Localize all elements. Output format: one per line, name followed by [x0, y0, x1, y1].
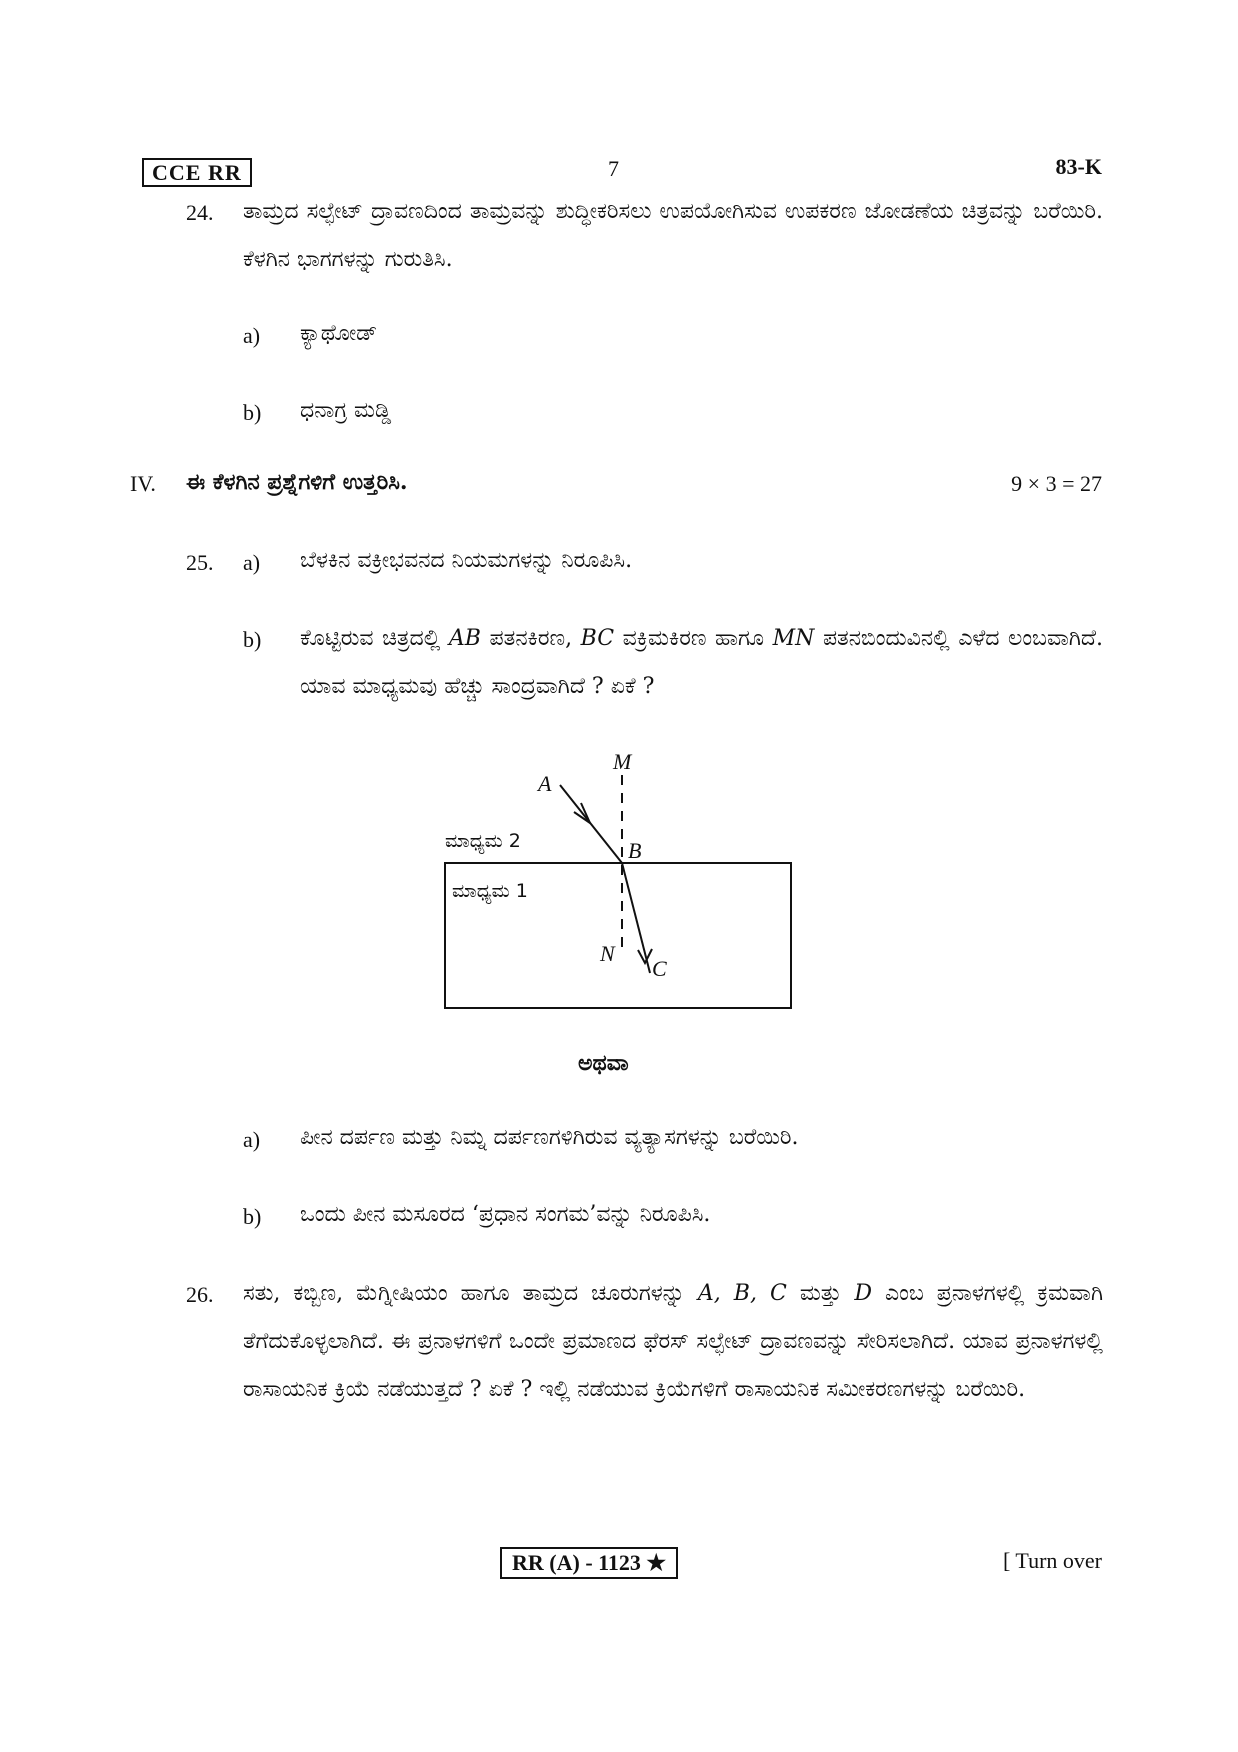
q26-text: ಸತು, ಕಬ್ಬಿಣ, ಮೆಗ್ನೀಷಿಯಂ ಹಾಗೂ ತಾಮ್ರದ ಚೂರುಗಳನ್ನು A, B, C ಮತ್ತು D ಎಂಬ ಪ್ರನಾಳಗಳಲ್ಲಿ ಕ್ರಮವಾಗಿ ತೆಗೆದುಕೊಳ್ಳಲಾಗಿದೆ. ಈ ಪ್ರನಾಳಗಳಿಗೆ ಒಂದೇ ಪ್ರಮಾಣದ ಫೆರಸ್ ಸಲ್ಫೇಟ್ ದ್ರಾವಣವನ್ನು ಸೇರಿಸಲಾಗಿದೆ. ಯಾವ ಪ್ರನಾಳಗಳಲ್ಲಿ ರಾಸಾಯನಿಕ ಕ್ರಿಯೆ ನಡೆಯುತ್ತದೆ ? ಏಕೆ ? ಇಲ್ಲಿ ನಡೆಯುವ ಕ್ರಿಯೆಗಳಿಗೆ ರಾಸಾಯನಿಕ ಸಮೀಕರಣಗಳನ್ನು ಬರೆಯಿರಿ. [243, 1281, 1103, 1402]
label-b: B [628, 838, 642, 863]
q24-b-label: b) [243, 400, 262, 425]
q25-alt-b-label: b) [243, 1204, 262, 1229]
label-n: N [600, 941, 615, 966]
or-separator: ಅಥವಾ [578, 1050, 629, 1076]
q25-a-label: a) [243, 550, 261, 575]
footer-code-box: RR (A) - 1123 ★ [500, 1547, 678, 1579]
label-m: M [613, 749, 632, 774]
refracted-ray-bc [622, 863, 650, 973]
section-roman: IV. [130, 471, 156, 496]
q26-number: 26. [186, 1282, 214, 1307]
section-marks: 9 × 3 = 27 [1011, 471, 1102, 496]
q24-number: 24. [186, 200, 214, 225]
label-medium1: ಮಾಧ್ಯಮ 1 [452, 880, 528, 902]
section-title: ಈ ಕೆಳಗಿನ ಪ್ರಶ್ನೆಗಳಿಗೆ ಉತ್ತರಿಸಿ. [186, 469, 408, 495]
q25-alt-b-text: ಒಂದು ಪೀನ ಮಸೂರದ ‘ಪ್ರಧಾನ ಸಂಗಮ’ವನ್ನು ನಿರೂಪಿಸಿ. [300, 1202, 711, 1227]
q25-number: 25. [186, 550, 214, 575]
q25-b-label: b) [243, 627, 262, 652]
label-c: C [652, 956, 667, 981]
q25-a-text: ಬೆಳಕಿನ ವಕ್ರೀಭವನದ ನಿಯಮಗಳನ್ನು ನಿರೂಪಿಸಿ. [300, 548, 633, 573]
label-a: A [538, 771, 552, 796]
q24-a-text: ಕ್ಯಾಥೋಡ್ [300, 321, 378, 346]
paper-code: 83-K [1055, 154, 1102, 179]
q24-text: ತಾಮ್ರದ ಸಲ್ಫೇಟ್ ದ್ರಾವಣದಿಂದ ತಾಮ್ರವನ್ನು ಶುದ್ಧೀಕರಿಸಲು ಉಪಯೋಗಿಸುವ ಉಪಕರಣ ಜೋಡಣೆಯ ಚಿತ್ರವನ್ನು ಬರೆಯಿರಿ. ಕೆಳಗಿನ ಭಾಗಗಳನ್ನು ಗುರುತಿಸಿ. [243, 199, 1103, 272]
label-medium2: ಮಾಧ್ಯಮ 2 [445, 830, 521, 852]
q25-alt-a-label: a) [243, 1127, 261, 1152]
turn-over-note: [ Turn over [1002, 1548, 1102, 1573]
page-number: 7 [608, 156, 619, 181]
header-code-box: CCE RR [142, 158, 252, 187]
q25-alt-a-text: ಪೀನ ದರ್ಪಣ ಮತ್ತು ನಿಮ್ನ ದರ್ಪಣಗಳಿಗಿರುವ ವ್ಯತ್ಯಾಸಗಳನ್ನು ಬರೆಯಿರಿ. [300, 1125, 799, 1150]
q24-b-text: ಧನಾಗ್ರ ಮಡ್ಡಿ [300, 398, 392, 423]
q25-b-text: ಕೊಟ್ಟಿರುವ ಚಿತ್ರದಲ್ಲಿ AB ಪತನಕಿರಣ, BC ವಕ್ರಿಮಕಿರಣ ಹಾಗೂ MN ಪತನಬಿಂದುವಿನಲ್ಲಿ ಎಳೆದ ಲಂಬವಾಗಿದೆ. ಯಾವ ಮಾಧ್ಯಮವು ಹೆಚ್ಚು ಸಾಂದ್ರವಾಗಿದೆ ? ಏಕೆ ? [300, 626, 1103, 699]
refraction-diagram [430, 745, 810, 1020]
q24-a-label: a) [243, 323, 261, 348]
